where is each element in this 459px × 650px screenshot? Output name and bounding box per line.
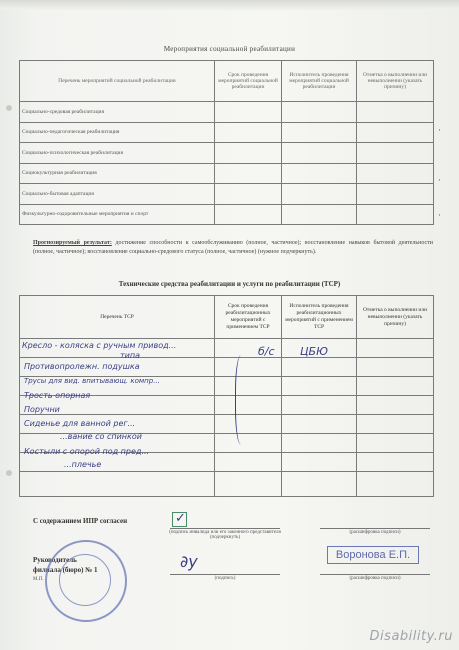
handwritten-row-7: Костыли с опорой под пред... (24, 447, 150, 456)
handwritten-row-6: Сиденье для ванной рег... (24, 419, 136, 428)
margin-mark: · (438, 175, 441, 185)
head-transcript-line (320, 574, 430, 575)
handwritten-row-3: Трусы для вид. впитывающ. компр... (24, 377, 160, 385)
handwritten-row-1: Кресло - коляска с ручным привод... (22, 341, 177, 350)
row-label: Социально-психологическая реабилитация (20, 143, 215, 164)
table-row (20, 472, 434, 497)
section2-title: Технические средства реабилитации и услуги по реабилитации (ТСР) (118, 280, 341, 288)
row-label: Социально-бытовая адаптация (20, 184, 215, 205)
margin-mark: · (438, 210, 441, 220)
handwritten-executor: ЦБЮ (300, 345, 328, 358)
row-label: Социально-средовая реабилитация (20, 102, 215, 123)
col-header-mark: Отметка о выполнении или невыполнении (указать причину) (357, 296, 434, 339)
check-mark-icon: ✓ (175, 510, 186, 525)
col-header-term: Срок проведения мероприятий социальной реабилитации (215, 61, 282, 102)
prognosis-text: достижение способности к самообслуживанию (полное, частичное); восстановление навыков бытовой деятельности (полное, частичное); восстановление социально-средового статуса (полное, частичное) (нужное подчеркнуть). (33, 240, 434, 255)
section1-title: Мероприятия социальной реабилитации (163, 45, 296, 53)
handwritten-row-2: Противопролежн. подушка (24, 362, 140, 371)
prognosis-paragraph (33, 239, 433, 257)
handwritten-row-4: Трость опорная (24, 391, 91, 400)
handwritten-row-5: Поручни (24, 405, 60, 414)
margin-mark: · (438, 125, 441, 135)
table-header-row (20, 296, 434, 339)
table-header-row (20, 61, 434, 102)
row-label: Физкультурно-оздоровительные мероприятия и спорт (20, 204, 215, 225)
table-row (20, 102, 434, 123)
signature-line (170, 528, 280, 529)
punch-hole (6, 105, 12, 111)
col-header-list: Перечень ТСР (20, 296, 215, 339)
seal-place-label: М.П. (33, 577, 44, 582)
table-row (20, 184, 434, 205)
transcript-caption: (расшифровка подписи) (349, 530, 401, 535)
head-signature-icon: ∂y (180, 552, 198, 571)
head-label-1: Руководитель (33, 556, 77, 564)
social-rehab-table (19, 60, 434, 225)
table-row (20, 163, 434, 184)
col-header-list: Перечень мероприятий социальной реабилитации (20, 61, 215, 102)
transcript-caption-2: (расшифровка подписи) (349, 576, 401, 581)
handwritten-row-6b: ...вание со спинкой (60, 432, 142, 441)
punch-hole (6, 470, 12, 476)
head-signature-line (170, 574, 280, 575)
table-row (20, 122, 434, 143)
col-header-term: Срок проведения реабилитационных мероприятий с применением ТСР (215, 296, 282, 339)
handwritten-brace (235, 355, 250, 445)
table-row (20, 143, 434, 164)
round-seal-stamp (45, 540, 127, 622)
table-row (20, 204, 434, 225)
row-label: Социокультурная реабилитация (20, 163, 215, 184)
prognosis-label: Прогнозируемый результат: (33, 240, 112, 246)
row-label: Социально-педагогическая реабилитация (20, 122, 215, 143)
name-stamp: Воронова Е.П. (327, 546, 419, 564)
consent-checkbox (172, 512, 187, 527)
handwritten-term: б/с (258, 345, 275, 358)
sign-caption: (подпись) (214, 576, 236, 581)
watermark: Disability.ru (369, 629, 453, 644)
col-header-executor: Исполнитель проведения мероприятий социальной реабилитации (282, 61, 357, 102)
col-header-executor: Исполнитель проведения реабилитационных мероприятий с применением ТСР (282, 296, 357, 339)
col-header-mark: Отметка о выполнении или невыполнении (указать причину) (357, 61, 434, 102)
handwritten-row-7b: ...плечье (64, 460, 102, 469)
consent-caption: (подпись инвалида или его законного представителя (подчеркнуть) (169, 530, 281, 540)
page-fold-shadow (0, 0, 459, 10)
consent-label: С содержанием ИПР согласен (33, 517, 128, 525)
handwritten-row-1b: типа (120, 351, 140, 360)
head-label-2: филиала (бюро) № 1 (33, 566, 98, 574)
transcript-line (320, 528, 430, 529)
